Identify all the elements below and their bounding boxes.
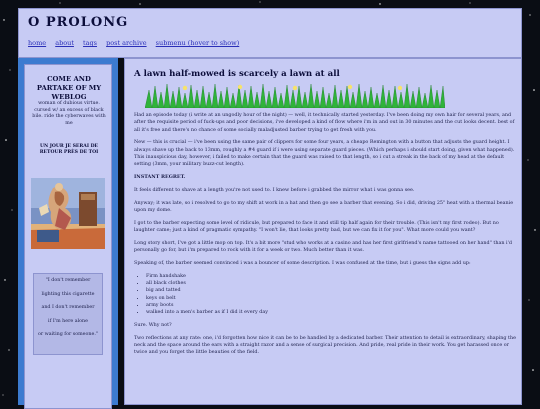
sidebar [18,58,118,405]
quote-box [33,273,103,355]
quote-line: if I'm here alone [48,318,88,324]
sidebar-panel [24,64,112,409]
nav-archive-link[interactable]: post archive [106,39,147,47]
nav-home-link[interactable]: home [28,39,47,47]
nav-tags-link[interactable]: tags [83,39,98,47]
post-title[interactable]: A lawn half-mowed is scarcely a lawn at all [134,69,340,79]
sidebar-title: COME AND PARTAKE OF MY WEBLOG [36,75,102,101]
site-header [18,8,522,58]
nav-submenu-link[interactable]: submenu (hover to show) [155,39,240,47]
list-item: • walked into a men's barber as if I did it every day [146,309,518,316]
post-paragraph: Had an episode today (i write at an ungodly hour of the night) — well, it technically started yesterday. I've been doing my own hair for several years, and after the requisite period of fuck-ups and poor decisions, i've developed a kind of flow where i'm in and out in 30 minutes and the cut looks decent. best of all it's free and there's no chance of some socially maladjusted barber trying to get fresh with you. [134,112,515,133]
post-paragraph: I got to the barber expecting some level of ridicule, but prepared to face it and still tip half again for their trouble. (This isn't my first rodeo). But no laughter came; just a kind of pragmatic sympathy. "I won't lie, that looks pretty bad, but we can fix it for you". What more could you want? [134,219,499,234]
list-item: • keys on belt [146,295,518,302]
sidebar-description: woman of dubious virtue. cursed w/ an excess of black bile. ride the cyberwaves with me [32,101,106,126]
list-item: • army boots [146,302,518,309]
post-paragraph: Speaking of, the barber seemed convinced i was a bouncer of some description. I was confused at the time, but i guess the signs add up: [134,259,471,266]
surrealist-painting-image [31,178,105,249]
post-paragraph: Sure. Why not? [134,322,172,329]
post-paragraph: New — this is crucial — i've been using the same pair of clippers for some four years, a cheapo Remington with a button that adjusts the guard height. I always shave up the back to 13mm, roughly a #4 guard if i were using separate guard pieces. (Which perhaps i should start doing, given what happened). This inauspicious day, however, i failed to make certain that the guard was raised to that length, so i cut a streak in the back of my head at the default setting (3mm, your military buzz-cut length). [134,139,515,168]
list-item: • Firm handshake [146,273,518,280]
bouncer-signs-list [134,273,518,317]
post-paragraph-bold: INSTANT REGRET. [134,174,186,181]
site-title[interactable]: O PROLONG [28,15,129,30]
quote-line: and I don't remember [41,305,95,310]
list-item: • big and tatted [146,287,518,294]
grass-divider-image [145,82,445,108]
quote-line: lighting this cigarette [41,291,95,297]
post-body [134,112,518,362]
nav-about-link[interactable]: about [55,39,74,47]
post-paragraph: Long story short, I've got a little mop on top. It's a bit more "stud who works at a casino and has her first girlfriend's name tattooed on her hand" than i'd personally go for, but i'm prepared to rock with it for a week or two. Much better than it was. [134,239,512,254]
main-content [124,58,522,405]
quote-line: "I don't remember [45,278,91,283]
post-paragraph: Two reflections at any rate: one, i'd forgotten how nice it can be to be handled by a dedicated barber. Their attention to detail is extraordinary, shaping the neck and the space around the ears with a straight razor and a sense of surgical precision. And pride, real pride in their work. You get harassed once or twice and you forget the little beauties of the field. [134,334,516,356]
sidebar-french-heading: UN JOUR JE SERAI DE RETOUR PRÈS DE TOI [39,144,99,155]
quote-line: or waiting for someone." [37,332,99,337]
main-nav [28,39,246,47]
post-paragraph: Anyway; it was late, so i resolved to go to my shift at work in a hat and then go see a barber that evening. So i did, driving 25" heat with a thermal beanie upon my dome. [134,199,514,213]
list-item: • all black clothes [146,280,518,287]
post-paragraph: It feels different to shave at a length you're not used to. I knew before i grabbed the mirror what i was gonna see. [134,186,415,193]
